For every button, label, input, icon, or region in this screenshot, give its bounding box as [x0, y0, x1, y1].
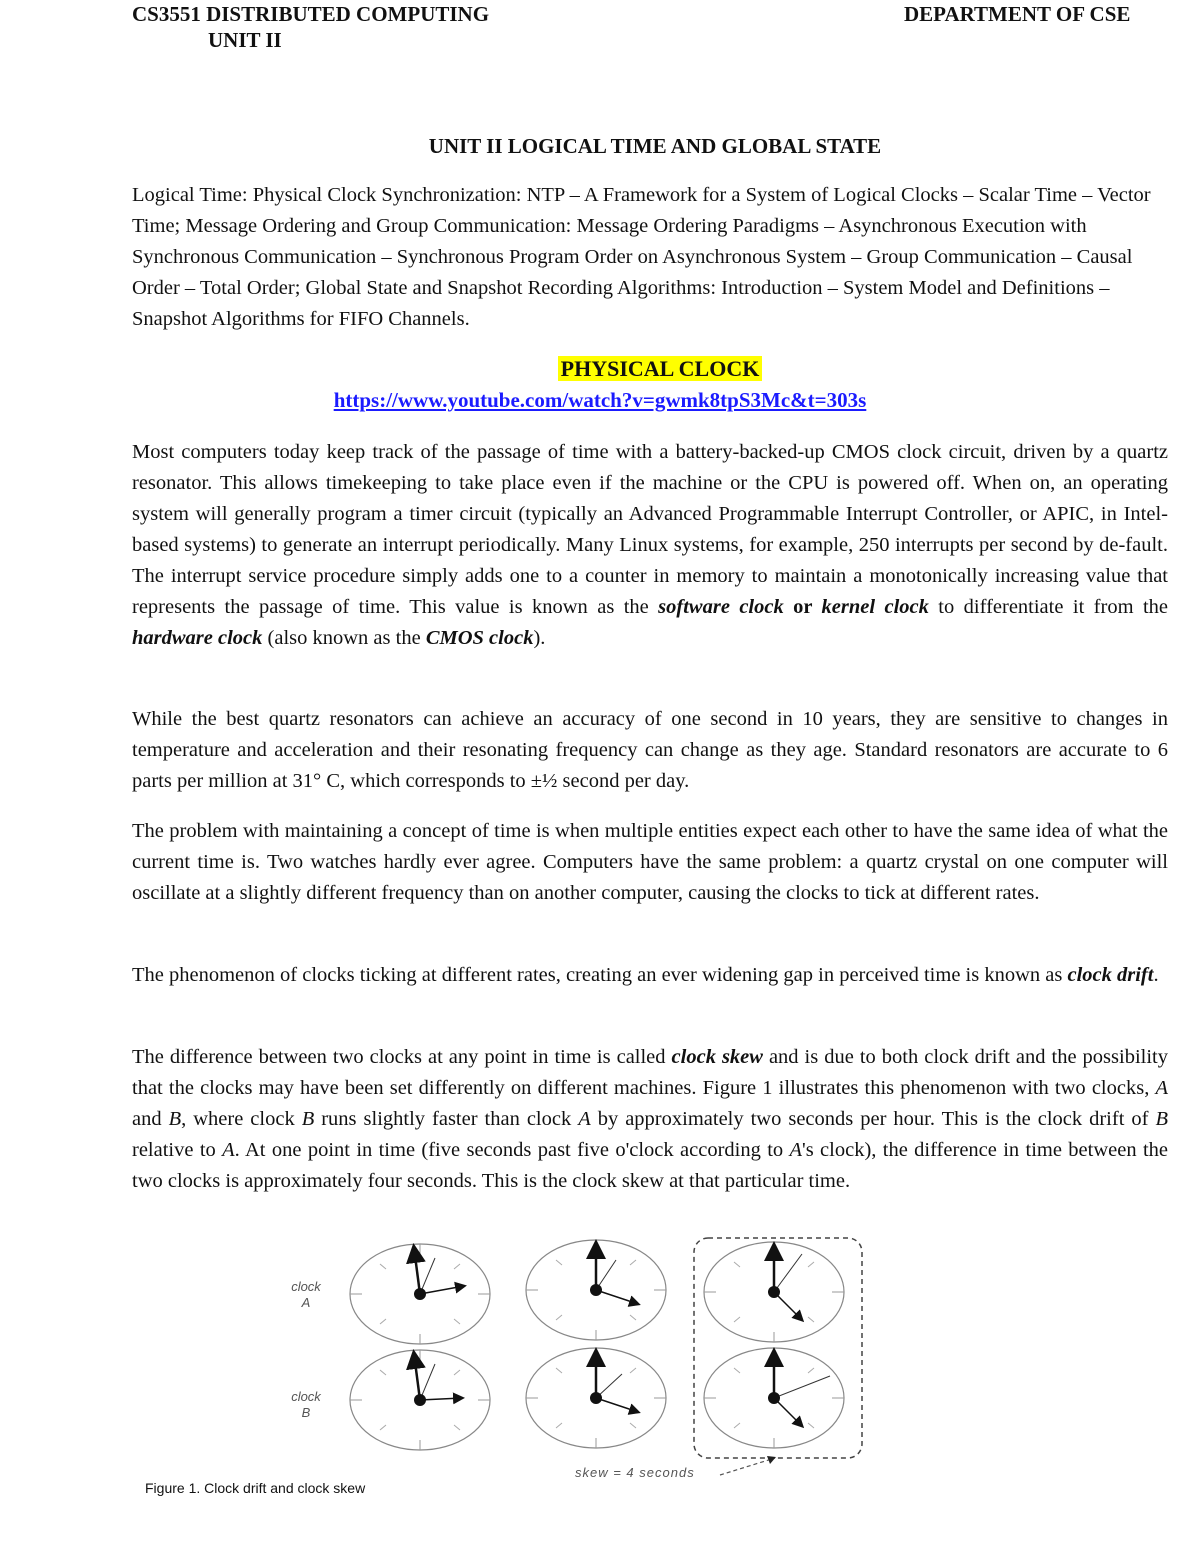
figure-caption: Figure 1. Clock drift and clock skew [145, 1480, 366, 1496]
clock-a-1 [350, 1244, 490, 1344]
p5-text-b: and is due to both clock drift and the possibility that the clocks may have been set differently on different machines. Figure 1 illustrates this phenomenon with two clocks, [132, 1046, 1168, 1099]
p5-var: B [301, 1108, 315, 1130]
paragraph-clock-skew [132, 1042, 1168, 1197]
section-title [0, 356, 1200, 382]
p4-text-b: . [1153, 964, 1159, 986]
paragraph-quartz-accuracy: While the best quartz resonators can achieve an accuracy of one second in 10 years, they are sensitive to changes in temperature and acceleration and their resonating frequency can change as they age. Standard resonators are accurate to 6 parts per million at 31° C, which corresponds to ±½ second per day. [132, 708, 1168, 792]
clock-b-1 [350, 1350, 490, 1450]
clock-a-label-word: clock [291, 1279, 321, 1294]
p5-text-g: relative to [132, 1139, 223, 1161]
p5-text-h: . At one point in time (five seconds past five o'clock according to [234, 1139, 790, 1161]
section-title-text: PHYSICAL CLOCK [558, 356, 763, 381]
term-kernel-clock: kernel clock [821, 596, 929, 618]
term-cmos-clock: CMOS clock [425, 627, 534, 649]
p5-text-f: by approximately two seconds per hour. This is the clock drift of [590, 1108, 1156, 1130]
p1-text-d: ). [533, 627, 546, 649]
clock-b-3 [704, 1348, 844, 1448]
p5-var: A [789, 1139, 803, 1161]
clock-a-2 [526, 1240, 666, 1340]
skew-arrow-head [767, 1456, 776, 1464]
p5-text-d: , where clock [181, 1108, 302, 1130]
unit-title: UNIT II LOGICAL TIME AND GLOBAL STATE [428, 134, 882, 158]
header-department: DEPARTMENT OF CSE [904, 2, 1131, 26]
clock-a-label-letter: A [301, 1295, 311, 1310]
p5-text-e: runs slightly faster than clock [314, 1108, 579, 1130]
paragraph-clock-drift [132, 960, 1168, 991]
header-unit: UNIT II [208, 28, 282, 52]
clock-a-label [276, 1279, 336, 1311]
term-software-clock: software clock [658, 596, 784, 618]
syllabus-text: Logical Time: Physical Clock Synchronization: NTP – A Framework for a System of Logical Clocks – Scalar Time – Vector Time; Message Ordering and Group Communication: Message Ordering Paradigms – Asynchronous Execution with Synchronous Communication – Synchronous Program Order on Asynchronous System – Group Communication – Causal Order – Total Order; Global State and Snapshot Recording Algorithms: Introduction – System Model and Definitions – Snapshot Algorithms for FIFO Channels. [132, 184, 1151, 330]
term-clock-skew: clock skew [671, 1046, 763, 1068]
term-clock-drift: clock drift [1067, 964, 1154, 986]
p1-text-a: Most computers today keep track of the passage of time with a battery-backed-up CMOS clock circuit, driven by a quartz resonator. This allows timekeeping to take place even if the machine or the CPU is powered off. When on, an operating system will generally program a timer circuit (typically an Advanced Programmable Interrupt Controller, or APIC, in Intel-based systems) to generate an interrupt periodically. Many Linux systems, for example, 250 interrupts per second by de-fault. The interrupt service procedure simply adds one to a counter in memory to maintain a monotonically increasing value that represents the passage of time. This value is known as the [132, 441, 1168, 618]
p5-text-c: and [132, 1108, 169, 1130]
p1-text-c: (also known as the [262, 627, 426, 649]
p1-or: or [783, 596, 822, 618]
clock-b-label-letter: B [301, 1405, 311, 1420]
p4-text-a: The phenomenon of clocks ticking at different rates, creating an ever widening gap in perceived time is known as [132, 964, 1068, 986]
clock-b-label [276, 1389, 336, 1421]
clock-b-2 [526, 1348, 666, 1448]
p5-text-a: The difference between two clocks at any point in time is called [132, 1046, 672, 1068]
p5-var: A [578, 1108, 591, 1130]
syllabus [132, 180, 1172, 335]
video-link[interactable]: https://www.youtube.com/watch?v=gwmk8tpS3Mc&t=303s [333, 388, 867, 412]
paragraph-cmos-clock [132, 437, 1168, 654]
term-hardware-clock: hardware clock [132, 627, 263, 649]
p5-text-i: 's clock), the difference in time between the two clocks is approximately four seconds. This is the clock skew at that particular time. [132, 1139, 1169, 1192]
clock-b-label-word: clock [291, 1389, 321, 1404]
p5-var: B [168, 1108, 182, 1130]
p5-var: A [222, 1139, 235, 1161]
skew-arrow [720, 1458, 775, 1475]
skew-label: skew = 4 seconds [575, 1465, 695, 1480]
p5-var: B [1155, 1108, 1168, 1130]
p1-text-b: to differentiate it from the [928, 596, 1168, 618]
paragraph-time-concept: The problem with maintaining a concept of time is when multiple entities expect each other to have the same idea of what the current time is. Two watches hardly ever agree. Computers have the same problem: a quartz crystal on one computer will oscillate at a slightly different frequency than on another computer, causing the clocks to tick at different rates. [132, 820, 1168, 904]
header-course: CS3551 DISTRIBUTED COMPUTING [132, 2, 490, 26]
p5-var: A [1155, 1077, 1168, 1099]
clock-a-3 [704, 1242, 844, 1342]
skew-box [694, 1238, 862, 1458]
